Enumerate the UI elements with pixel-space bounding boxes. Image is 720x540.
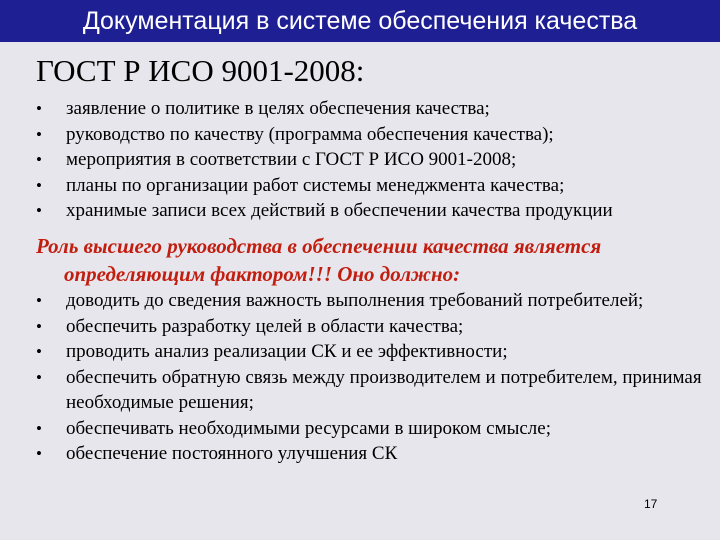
list-item: • заявление о политике в целях обеспечения качества; xyxy=(36,96,716,122)
page-number: 17 xyxy=(644,497,658,511)
title-bar xyxy=(0,0,720,42)
heading-line-1: Роль высшего руководства в обеспечении качества является xyxy=(36,234,602,258)
bullet-icon: • xyxy=(36,342,42,361)
bullet-icon: • xyxy=(36,291,42,310)
documents-list xyxy=(36,96,716,224)
list-item: • обеспечить обратную связь между производителем и потребителем, принимая необходимые решения; xyxy=(36,366,702,413)
list-item: • проводить анализ реализации СК и ее эффективности; xyxy=(36,339,716,365)
list-item: • обеспечивать необходимыми ресурсами в широком смысле; xyxy=(36,416,716,442)
heading-line-2: определяющим фактором!!! Оно должно: xyxy=(64,262,461,286)
bullet-icon: • xyxy=(36,175,42,195)
list-item: • руководство по качеству (программа обеспечения качества); xyxy=(36,122,716,148)
bullet-icon: • xyxy=(36,367,42,387)
list-item: • обеспечить разработку целей в области качества; xyxy=(36,314,716,340)
list-item: • планы по организации работ системы менеджмента качества; xyxy=(36,173,716,199)
bullet-icon: • xyxy=(36,124,42,144)
bullet-icon: • xyxy=(36,444,42,463)
bullet-icon: • xyxy=(36,99,42,118)
bullet-icon: • xyxy=(36,201,42,220)
page-title: Документация в системе обеспечения качества xyxy=(82,6,638,35)
bullet-icon: • xyxy=(36,316,42,336)
bullet-icon: • xyxy=(36,150,42,169)
bullet-icon: • xyxy=(36,418,42,438)
standard-heading: ГОСТ Р ИСО 9001-2008: xyxy=(36,53,365,88)
list-item: • доводить до сведения важность выполнения требований потребителей; xyxy=(36,288,716,314)
management-role-heading xyxy=(36,232,706,288)
list-item: • хранимые записи всех действий в обеспечении качества продукции xyxy=(36,198,716,224)
list-item: • обеспечение постоянного улучшения СК xyxy=(36,441,716,467)
list-item: • мероприятия в соответствии с ГОСТ Р ИСО 9001-2008; xyxy=(36,147,716,173)
management-duties-list xyxy=(36,288,716,467)
